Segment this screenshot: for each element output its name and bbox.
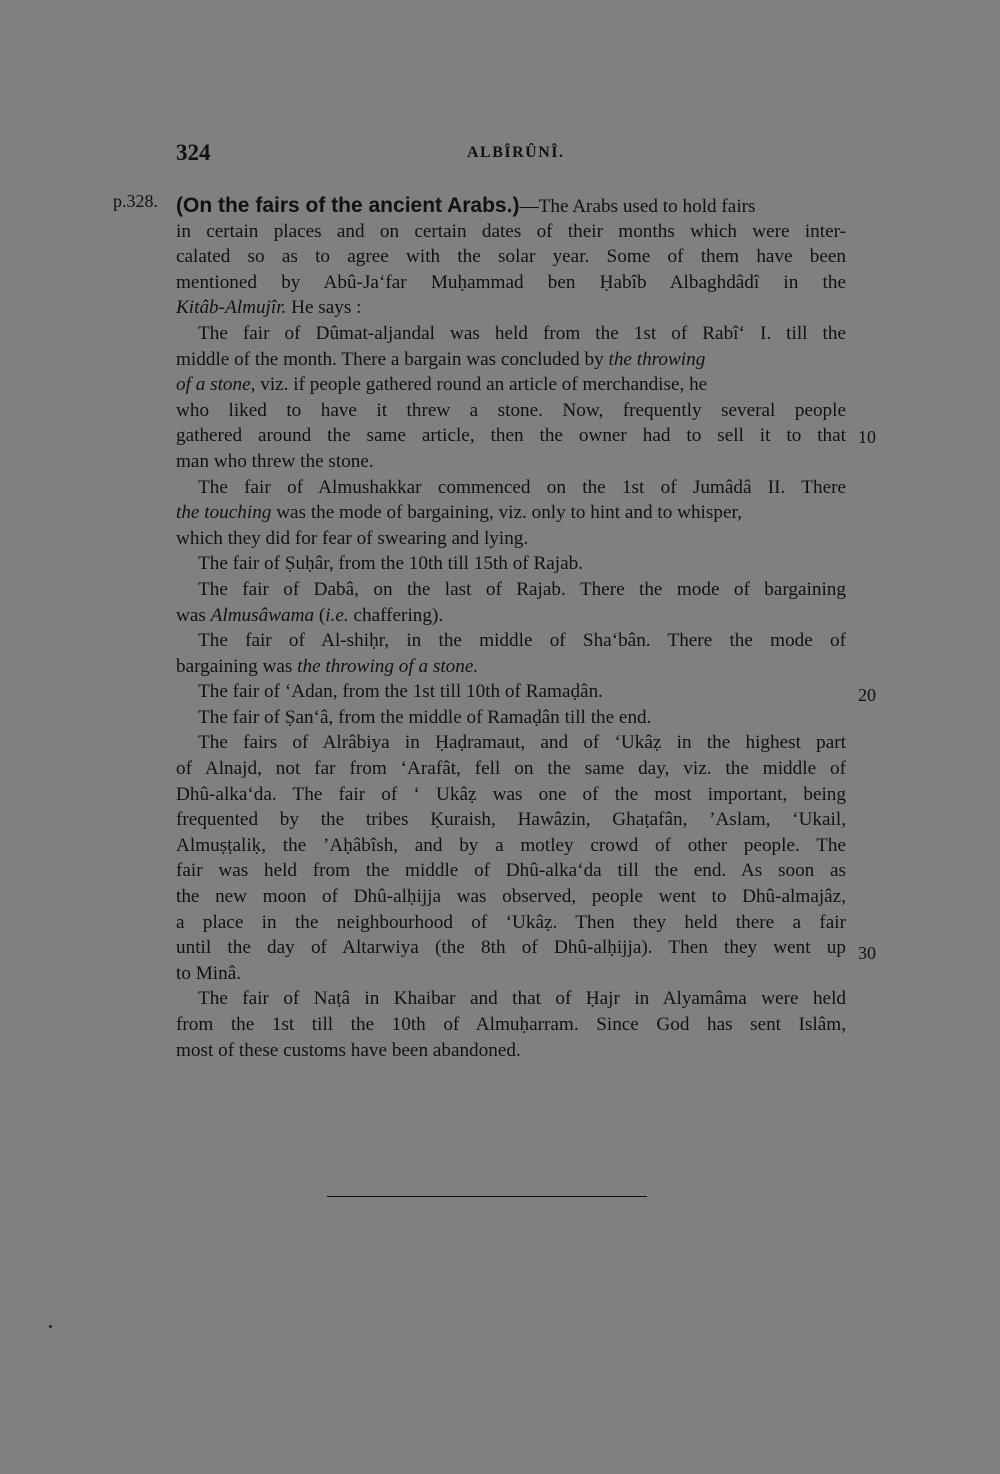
text-span: He says : <box>286 297 362 319</box>
line-number: 30 <box>858 943 876 963</box>
text-line: from the 1st till the 10th of Almuḥarram. Since God has sent Islâm, <box>176 1014 846 1035</box>
running-title: ALBÎRÛNÎ. <box>467 144 565 161</box>
text-line: frequented by the tribes Ḳuraish, Hawâzin, Ghaṭafân, ’Aslam, ‘Ukail, <box>176 809 846 831</box>
text-line: who liked to have it threw a stone. Now, frequently several people <box>176 399 846 421</box>
italic-term: the throwing <box>608 348 706 370</box>
body-text <box>176 193 846 1063</box>
text-span: ( <box>314 604 326 626</box>
text-line: The fairs of Alrâbiya in Ḥaḍramaut, and of ‘Ukâẓ in the highest part <box>198 732 846 754</box>
text-line: fair was held from the middle of Dhû-alka‘da till the end. As soon as <box>176 860 846 882</box>
italic-term: the throwing of a stone. <box>297 655 479 677</box>
italic-abbrev: i.e. <box>325 604 349 626</box>
text-line: mentioned by Abû-Ja‘far Muḥammad ben Ḥabîb Albaghdâdî in the <box>176 271 846 293</box>
text-line: to Minâ. <box>176 962 242 984</box>
text-line: Dhû-alka‘da. The fair of ‘ Ukâẓ was one of the most important, being <box>176 783 846 805</box>
text-line: of Alnajd, not far from ‘Arafât, fell on the same day, viz. the middle of <box>176 758 846 780</box>
text-line <box>176 295 846 321</box>
text-span: middle of the month. There a bargain was concluded by <box>176 348 609 370</box>
text-line: which they did for fear of swearing and lying. <box>176 527 529 549</box>
text-span: chaffering). <box>348 604 444 626</box>
text-line: man who threw the stone. <box>176 450 374 472</box>
margin-page-reference: p.328. <box>113 191 158 211</box>
italic-term: the touching <box>176 502 272 524</box>
page-number: 324 <box>176 140 211 165</box>
text-line: The fair of Dabâ, on the last of Rajab. There the mode of bargaining <box>198 578 846 600</box>
text-line <box>176 347 846 373</box>
text-line: The fair of ‘Adan, from the 1st till 10th of Ramaḍân. <box>198 681 603 703</box>
text-line: the new moon of Dhû-alḥijja was observed, people went to Dhû-almajâz, <box>176 886 846 908</box>
text-line: The fair of Almushakkar commenced on the 1st of Jumâdâ II. There <box>198 476 846 498</box>
text-line <box>176 193 846 219</box>
text-line <box>176 654 846 680</box>
paper-speck <box>49 1325 52 1328</box>
text-line: in certain places and on certain dates of their months which were inter- <box>176 220 846 242</box>
text-line: a place in the neighbourhood of ‘Ukâẓ. Then they held there a fair <box>176 911 846 933</box>
text-line: The fair of Al-shiḥr, in the middle of Sha‘bân. There the mode of <box>198 630 846 652</box>
closing-rule <box>327 1196 647 1197</box>
text-span: viz. if people gathered round an article of merchandise, he <box>255 374 708 396</box>
text-line: The fair of Ṣuḥâr, from the 10th till 15th of Rajab. <box>198 553 584 575</box>
text-line: The fair of Naṭâ in Khaibar and that of Ḥajr in Alyamâma were held <box>198 988 846 1010</box>
text-line <box>176 500 846 526</box>
text-line: calated so as to agree with the solar year. Some of them have been <box>176 246 846 268</box>
text-span: was the mode of bargaining, viz. only to hint and to whisper, <box>271 502 742 524</box>
text-span: —The Arabs used to hold fairs <box>519 196 756 217</box>
text-line: gathered around the same article, then the owner had to sell it to that <box>176 425 846 447</box>
text-line: The fair of Ṣan‘â, from the middle of Ramaḍân till the end. <box>198 706 652 728</box>
section-heading: (On the fairs of the ancient Arabs.) <box>176 194 520 217</box>
italic-term: of a stone, <box>176 374 256 396</box>
italic-term: Almusâwama <box>210 604 315 626</box>
text-span: was <box>176 604 211 626</box>
line-number: 10 <box>858 427 876 447</box>
text-line: most of these customs have been abandoned. <box>176 1039 521 1061</box>
text-line: until the day of Altarwiya (the 8th of Dhû-alḥijja). Then they went up <box>176 937 846 959</box>
text-line <box>176 372 846 398</box>
line-number: 20 <box>858 685 876 705</box>
text-span: bargaining was <box>176 655 298 677</box>
text-line <box>176 603 846 629</box>
text-line: Almuṣṭaliḳ, the ’Aḥâbîsh, and by a motley crowd of other people. The <box>176 834 846 856</box>
text-line: The fair of Dûmat-aljandal was held from the 1st of Rabî‘ I. till the <box>198 322 846 344</box>
italic-title: Kitâb-Almujîr. <box>176 297 287 319</box>
